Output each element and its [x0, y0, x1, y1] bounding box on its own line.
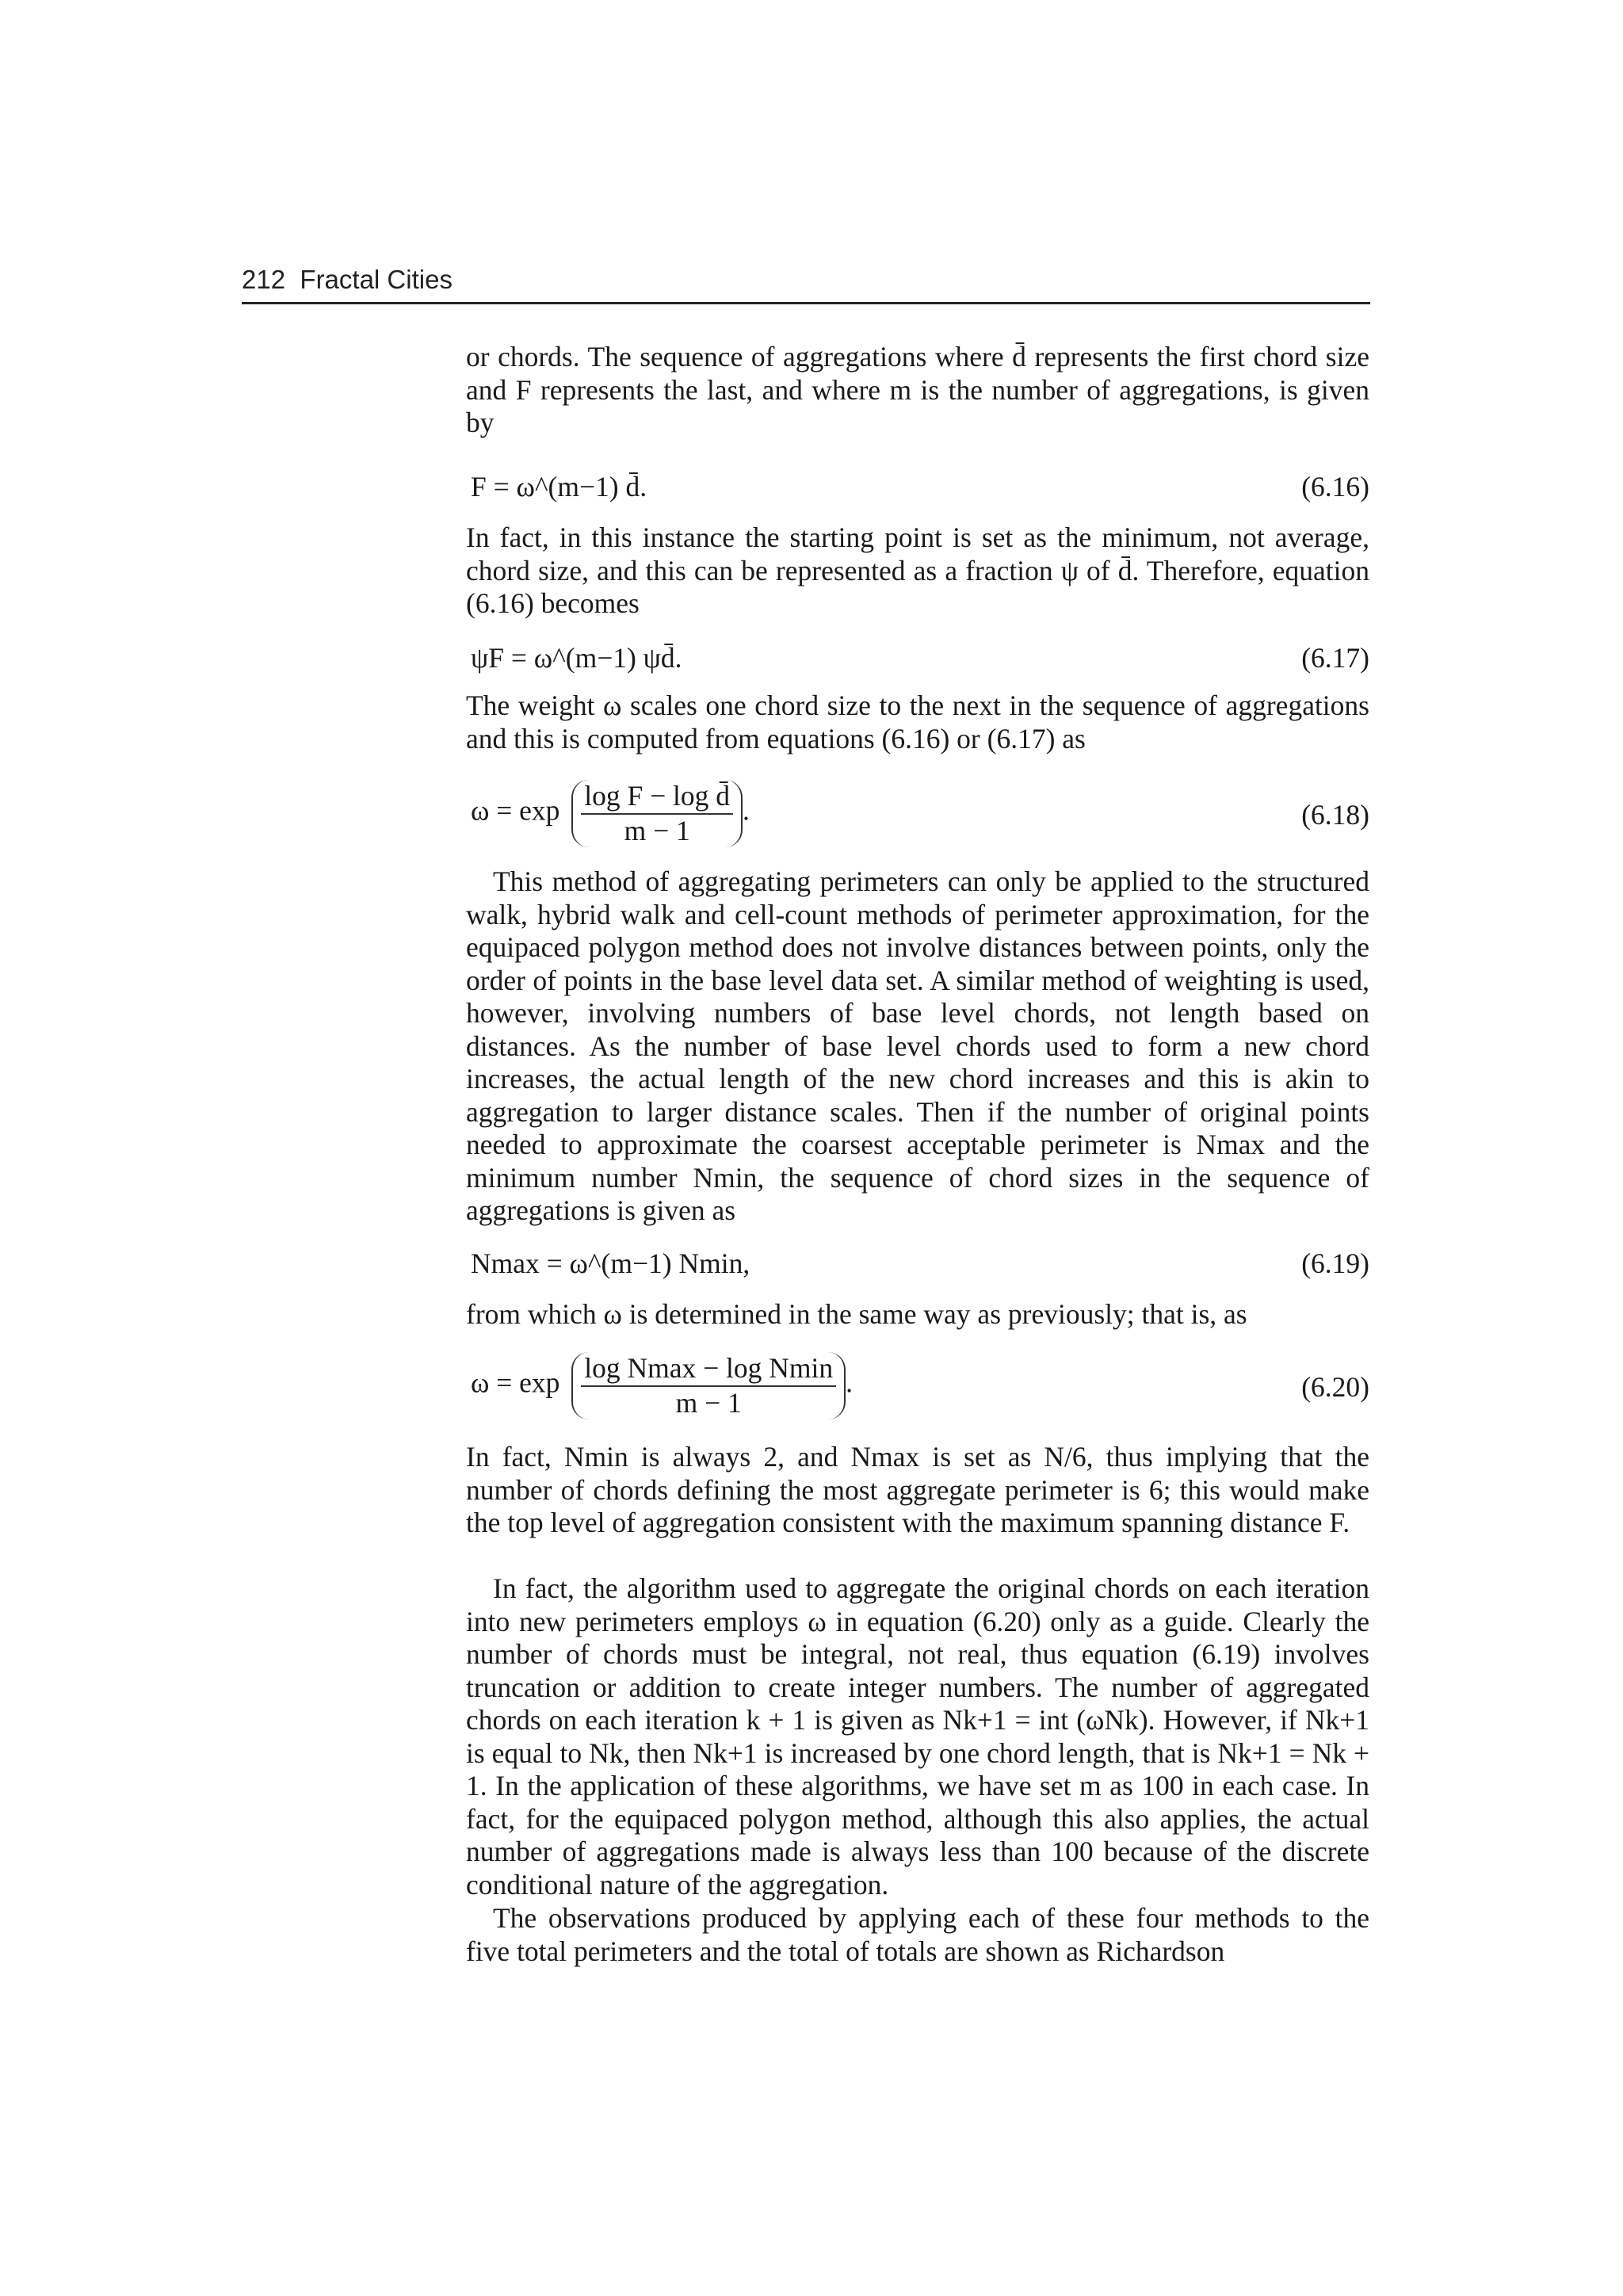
- header-rule: [242, 302, 1370, 304]
- equation-6-19-number: (6.19): [1301, 1247, 1369, 1279]
- running-header: [242, 265, 453, 295]
- equation-6-20-tail: .: [846, 1366, 854, 1399]
- equation-6-20: [466, 1352, 1369, 1423]
- paragraph-8-text: The observations produced by applying each of these four methods to the five total perimeters and the total of totals are shown as Richardson: [466, 1902, 1369, 1967]
- paragraph-1-text: or chords. The sequence of aggregations where d̄ represents the first chord size and F represents the last, and where m is the number of aggregations, is given by: [466, 341, 1369, 438]
- equation-6-18-lhs: ω = exp: [471, 794, 560, 827]
- equation-6-17-number: (6.17): [1301, 642, 1369, 674]
- paragraph-1: [466, 341, 1369, 440]
- paragraph-7-text: In fact, the algorithm used to aggregate the original chords on each iteration into new perimeters employs ω in equation (6.20) only as a guide. Clearly the number of chords must be integral, not real, thus equation (6.19) involves truncation or addition to create integer numbers. The number of aggregated chords on each iteration k + 1 is given as Nk+1 = int (ωNk). However, if Nk+1 is equal to Nk, then Nk+1 is increased by one chord length, that is Nk+1 = Nk + 1. In the application of these algorithms, we have set m as 100 in each case. In fact, for the equipaced polygon method, although this also applies, the actual number of aggregations made is always less than 100 because of the discrete conditional nature of the aggregation.: [466, 1572, 1369, 1901]
- equation-6-18-denominator: m − 1: [624, 814, 690, 846]
- equation-6-18-tail: .: [743, 794, 750, 827]
- equation-6-18-expr: [471, 780, 750, 847]
- equation-6-20-number: (6.20): [1301, 1371, 1369, 1403]
- paragraph-7: [466, 1572, 1369, 1901]
- equation-6-19: [466, 1247, 1369, 1295]
- paragraph-6: [466, 1441, 1369, 1540]
- paragraph-4-text: This method of aggregating perimeters can only be applied to the structured walk, hybrid walk and cell-count methods of perimeter approximation, for the equipaced polygon method does not involve distances between points, only the order of points in the base level data set. A similar method of weighting is used, however, involving numbers of base level chords, not length based on distances. As the number of base level chords used to form a new chord increases, the actual length of the new chord increases and this is akin to aggregation to larger distance scales. Then if the number of original points needed to approximate the coarsest acceptable perimeter is Nmax and the minimum number Nmin, the sequence of chord sizes in the sequence of aggregations is given as: [466, 865, 1369, 1226]
- equation-6-18: [466, 780, 1369, 851]
- equation-6-18-numerator: log F − log d̄: [581, 780, 733, 815]
- equation-6-17: [466, 642, 1369, 690]
- paragraph-5-text: from which ω is determined in the same way as previously; that is, as: [466, 1298, 1247, 1330]
- equation-6-20-lhs: ω = exp: [471, 1366, 560, 1399]
- equation-6-20-denominator: m − 1: [675, 1386, 742, 1419]
- running-title: Fractal Cities: [300, 265, 453, 294]
- equation-6-16: [466, 471, 1369, 518]
- equation-6-20-fraction: [571, 1352, 846, 1419]
- equation-6-17-expr: ψF = ω^(m−1) ψd̄.: [471, 642, 682, 674]
- equation-6-16-number: (6.16): [1301, 471, 1369, 502]
- equation-6-20-expr: [471, 1352, 853, 1419]
- equation-6-16-expr: F = ω^(m−1) d̄.: [471, 471, 647, 502]
- paragraph-4: [466, 865, 1369, 1228]
- paragraph-5: [466, 1298, 1369, 1331]
- equation-6-18-number: (6.18): [1301, 799, 1369, 831]
- paragraph-3: [466, 690, 1369, 755]
- equation-6-18-fraction: [571, 780, 743, 847]
- equation-6-19-expr: Nmax = ω^(m−1) Nmin,: [471, 1247, 750, 1279]
- paragraph-3-text: The weight ω scales one chord size to the next in the sequence of aggregations and this is computed from equations (6.16) or (6.17) as: [466, 690, 1369, 755]
- paragraph-2: [466, 521, 1369, 621]
- paragraph-2-text: In fact, in this instance the starting point is set as the minimum, not average, chord size, and this can be represented as a fraction ψ of d̄. Therefore, equation (6.16) becomes: [466, 521, 1369, 619]
- paragraph-8: [466, 1902, 1369, 1968]
- page-number: 212: [242, 265, 286, 294]
- paragraph-6-text: In fact, Nmin is always 2, and Nmax is set as N/6, thus implying that the number of chords defining the most aggregate perimeter is 6; this would make the top level of aggregation consistent with the maximum spanning distance F.: [466, 1441, 1369, 1538]
- equation-6-20-numerator: log Nmax − log Nmin: [581, 1352, 836, 1387]
